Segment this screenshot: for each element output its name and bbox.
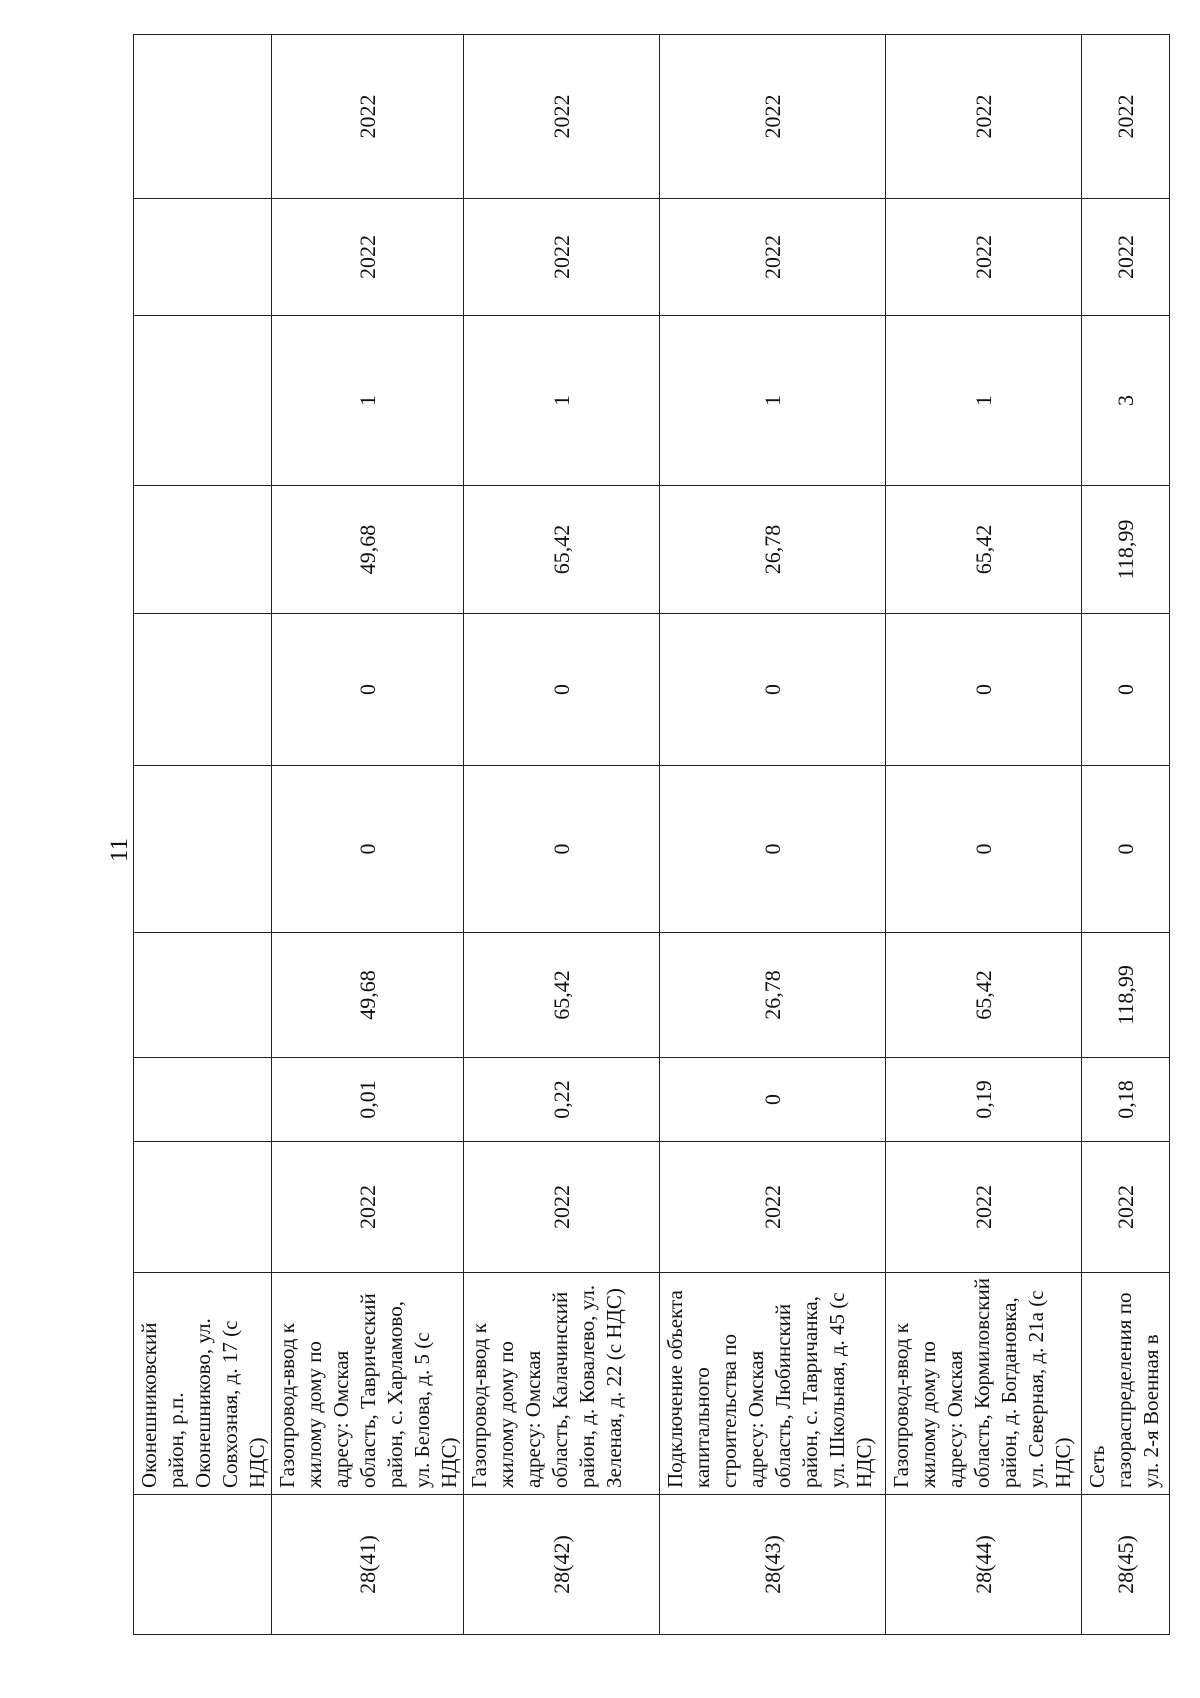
cell-value: 2022 [1082, 35, 1170, 199]
row-name: Газопровод-ввод к жилому дому по адресу: Омская область, Кормиловский район, д. Богдановка, ул. Северная, д. 21а (с НДС) [886, 1273, 1082, 1495]
row-id: 28(45) [1082, 1495, 1170, 1635]
cell-value: 2022 [1082, 199, 1170, 316]
row-id: 28(42) [464, 1495, 660, 1635]
cell-value: 0 [660, 614, 886, 766]
row-name: Сеть газораспределения по ул. 2-я Военная в [1082, 1273, 1170, 1495]
cell-value: 0 [1082, 614, 1170, 766]
row-id [134, 1495, 272, 1635]
cell-value: 49,68 [272, 933, 464, 1058]
cell-value: 49,68 [272, 486, 464, 614]
row-id: 28(44) [886, 1495, 1082, 1635]
cell-value: 0,22 [464, 1058, 660, 1142]
cell-year: 2022 [1082, 1142, 1170, 1273]
cell-value: 0 [272, 766, 464, 933]
cell-value [134, 766, 272, 933]
cell-value: 0 [886, 614, 1082, 766]
cell-value [134, 1058, 272, 1142]
row-id: 28(41) [272, 1495, 464, 1635]
cell-value: 2022 [272, 35, 464, 199]
table-row [1082, 35, 1170, 1635]
investment-table [133, 34, 1170, 1635]
cell-value [134, 614, 272, 766]
cell-value: 26,78 [660, 486, 886, 614]
cell-value: 65,42 [464, 486, 660, 614]
cell-value: 0 [660, 766, 886, 933]
row-name: Газопровод-ввод к жилому дому по адресу: Омская область, Таврический район, с. Харламово, ул. Белова, д. 5 (с НДС) [272, 1273, 464, 1495]
cell-value [134, 486, 272, 614]
cell-value: 2022 [272, 199, 464, 316]
table-row [660, 35, 886, 1635]
cell-value: 118,99 [1082, 933, 1170, 1058]
cell-year [134, 1142, 272, 1273]
cell-year: 2022 [886, 1142, 1082, 1273]
cell-value: 65,42 [886, 933, 1082, 1058]
cell-value: 2022 [886, 199, 1082, 316]
cell-value: 0 [272, 614, 464, 766]
cell-value: 3 [1082, 316, 1170, 486]
cell-value [134, 316, 272, 486]
cell-value: 118,99 [1082, 486, 1170, 614]
cell-value: 2022 [464, 199, 660, 316]
cell-value: 1 [464, 316, 660, 486]
cell-value [134, 199, 272, 316]
cell-value: 2022 [660, 199, 886, 316]
cell-year: 2022 [464, 1142, 660, 1273]
cell-value: 1 [660, 316, 886, 486]
cell-year: 2022 [660, 1142, 886, 1273]
row-id: 28(43) [660, 1495, 886, 1635]
row-name: Газопровод-ввод к жилому дому по адресу: Омская область, Калачинский район, д. Ковалево, ул. Зеленая, д. 22 (с НДС) [464, 1273, 660, 1495]
cell-value: 2022 [660, 35, 886, 199]
table-row [134, 35, 272, 1635]
cell-value: 1 [272, 316, 464, 486]
cell-value: 0,18 [1082, 1058, 1170, 1142]
row-name: Оконешниковский район, р.п. Оконешниково, ул. Совхозная, д. 17 (с НДС) [134, 1273, 272, 1495]
row-name: Подключение объекта капитального строительства по адресу: Омская область, Любинский район, с. Тавричанка, ул. Школьная, д. 45 (с НДС) [660, 1273, 886, 1495]
cell-value: 0 [464, 766, 660, 933]
cell-value: 0 [464, 614, 660, 766]
table-row [886, 35, 1082, 1635]
cell-year: 2022 [272, 1142, 464, 1273]
table-row [464, 35, 660, 1635]
cell-value: 65,42 [886, 486, 1082, 614]
page-number: 11 [106, 837, 133, 863]
cell-value: 26,78 [660, 933, 886, 1058]
cell-value: 65,42 [464, 933, 660, 1058]
cell-value: 0,19 [886, 1058, 1082, 1142]
cell-value: 2022 [886, 35, 1082, 199]
cell-value [134, 933, 272, 1058]
cell-value: 0,01 [272, 1058, 464, 1142]
table-row [272, 35, 464, 1635]
cell-value: 0 [660, 1058, 886, 1142]
cell-value [134, 35, 272, 199]
rotated-table-container [133, 34, 1170, 1635]
cell-value: 1 [886, 316, 1082, 486]
cell-value: 0 [886, 766, 1082, 933]
cell-value: 2022 [464, 35, 660, 199]
cell-value: 0 [1082, 766, 1170, 933]
